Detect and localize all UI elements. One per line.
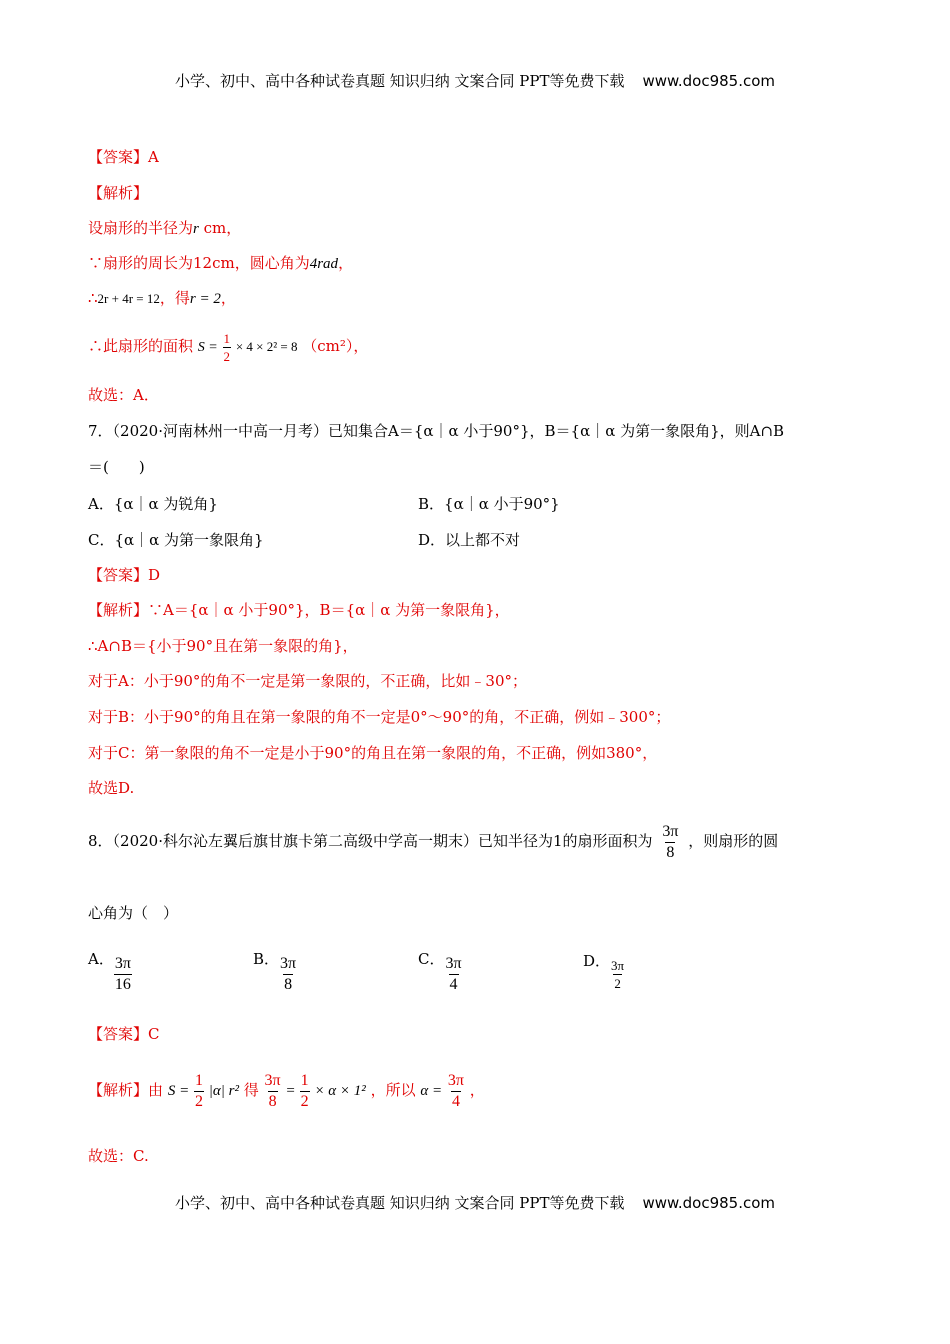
q7-analysis2: ∴A∩B＝{小于90°且在第一象限的角}，: [88, 637, 358, 655]
q7-analysis4: 对于B：小于90°的角且在第一象限的角不一定是0°～90°的角，不正确，例如﹣300°；: [88, 708, 671, 726]
header-text: 小学、初中、高中各种试卷真题 知识归纳 文案合同 PPT等免费下载: [174, 72, 625, 90]
header-url[interactable]: www.doc985.com: [642, 72, 776, 90]
q7-option-a: A．{α｜α 为锐角}: [88, 495, 218, 513]
q7-conclusion: 故选D.: [88, 779, 135, 797]
q7-analysis3: 对于A：小于90°的角不一定是第一象限的，不正确，比如﹣30°；: [88, 672, 528, 690]
q7-option-b: B．{α｜α 小于90°}: [418, 495, 560, 513]
q7-answer: 【答案】D: [88, 566, 161, 584]
q8-option-d: D． $\frac{3\pi}{2}$: [583, 952, 625, 991]
q8-stem-fraction: $\frac{3\pi}{8}$: [662, 822, 679, 861]
q8-stem-line2: 心角为（ ）: [88, 904, 179, 922]
q8-analysis: 【解析】由 S = $\frac{1}{2}$ |α| r² 得 $\frac{3\pi}{8}$ = $\frac{1}{2}$ × α × 1² ，所以 α = $\frac{3\pi}{4}$ ，: [88, 1071, 485, 1110]
q7-analysis1: 【解析】∵A＝{α｜α 小于90°}，B＝{α｜α 为第一象限角}，: [88, 601, 510, 619]
q6-analysis-label: 【解析】: [88, 184, 149, 202]
q6-line4: ∴此扇形的面积 S = $\frac{1}{2}$ × 4 × 2² = 8 （cm²），: [88, 330, 369, 364]
q8-answer: 【答案】C: [88, 1025, 160, 1043]
q6-line3: ∴2r + 4r = 12，得r = 2，: [88, 289, 236, 307]
page-header: [0, 70, 950, 91]
q8-option-a: A． $\frac{3\pi}{16}$: [88, 950, 131, 993]
q7-option-d: D．以上都不对: [418, 531, 521, 549]
q6-line2: ∵扇形的周长为12cm，圆心角为4rad，: [88, 254, 354, 272]
q6-fraction: $\frac{1}{2}$: [223, 330, 231, 364]
q6-line1: 设扇形的半径为r cm，: [88, 219, 242, 237]
q8-conclusion: 故选：C.: [88, 1147, 149, 1165]
q7-analysis5: 对于C：第一象限的角不一定是小于90°的角且在第一象限的角，不正确，例如380°，: [88, 744, 658, 762]
q7-option-c: C．{α｜α 为第一象限角}: [88, 531, 264, 549]
q7-stem-line1: 7．（2020·河南林州一中高一月考）已知集合A＝{α｜α 小于90°}，B＝{α｜α 为第一象限角}，则A∩B: [88, 422, 785, 440]
q8-option-b: B． $\frac{3\pi}{8}$: [253, 950, 297, 993]
footer-url[interactable]: www.doc985.com: [642, 1194, 776, 1212]
q6-answer: 【答案】A: [88, 148, 159, 166]
footer-text: 小学、初中、高中各种试卷真题 知识归纳 文案合同 PPT等免费下载: [174, 1194, 625, 1212]
q7-stem-line2: ＝( ): [88, 458, 145, 476]
page-footer: [0, 1192, 950, 1213]
q8-stem-line1: 8．（2020·科尔沁左翼后旗甘旗卡第二高级中学高一期末）已知半径为1的扇形面积为 $\frac{3\pi}{8}$ ，则扇形的圆: [88, 822, 779, 861]
q6-conclusion: 故选：A．: [88, 386, 159, 404]
q8-option-c: C． $\frac{3\pi}{4}$: [418, 950, 462, 993]
